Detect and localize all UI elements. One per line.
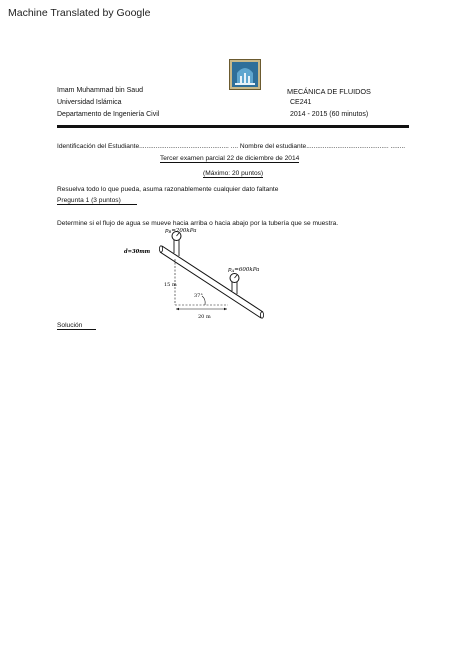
angle-label: 37° — [194, 293, 203, 299]
course-code: CE241 — [290, 99, 312, 106]
height-label: 15 m — [164, 282, 177, 288]
pa-value: =600kPa — [234, 267, 260, 273]
university-name: Imam Muhammad bin Saud — [57, 87, 143, 94]
svg-text:pB=200kPa — [165, 228, 197, 234]
length-label: 20 m — [198, 314, 211, 320]
pb-p: p — [165, 228, 169, 234]
solution-label: Solución — [57, 322, 96, 330]
pb-value: =200kPa — [171, 228, 197, 234]
student-id-line: Identificación del Estudiante................................................. .... Nombre del estudiante............................................. ........ — [57, 143, 406, 150]
question-label: Pregunta 1 (3 puntos) — [57, 197, 137, 205]
academic-year: 2014 - 2015 (60 minutos) — [290, 111, 369, 118]
university-logo — [229, 59, 261, 90]
instruction-text: Resuelva todo lo que pueda, asuma razonablemente cualquier dato faltante — [57, 186, 279, 193]
pb-sub: B — [168, 229, 172, 234]
university-type: Universidad Islámica — [57, 99, 122, 106]
header-divider — [57, 125, 409, 128]
course-title: MECÁNICA DE FLUIDOS — [287, 87, 371, 96]
department-name: Departamento de Ingeniería Civil — [57, 111, 160, 118]
machine-translation-banner: Machine Translated by Google — [8, 7, 151, 19]
svg-text:pA=600kPa: pA=600kPa — [228, 267, 260, 273]
pa-sub: A — [231, 268, 235, 273]
question-text: Determine si el flujo de agua se mueve hacia arriba o hacia abajo por la tubería que se muestra. — [57, 220, 339, 227]
diameter-label: d=30mm — [124, 249, 151, 255]
pipe-figure — [120, 225, 270, 325]
exam-title: Tercer examen parcial 22 de diciembre de 2014 — [160, 155, 300, 162]
max-points: (Máximo: 20 puntos) — [203, 170, 264, 177]
